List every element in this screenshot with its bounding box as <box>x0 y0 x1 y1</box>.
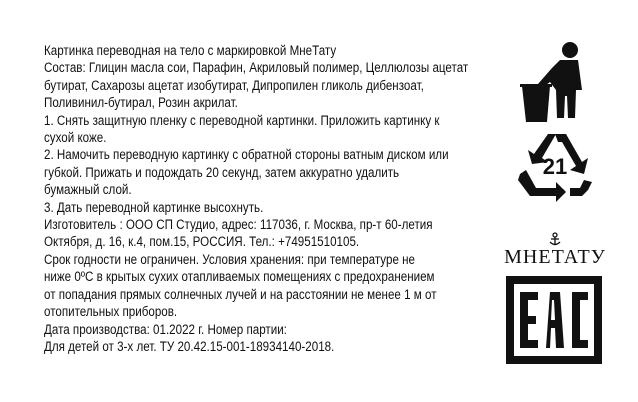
text-line: Срок годности не ограничен. Условия хранения: при температуре не <box>44 251 415 267</box>
text-line: Поливинил-бутирал, Розин акрилат. <box>44 95 238 111</box>
text-line: от попадания прямых солнечных лучей и на расстоянии не менее 1 м от <box>44 286 437 302</box>
eac-icon <box>506 276 602 369</box>
anchor-icon <box>548 232 562 246</box>
text-line: 3. Дать переводной картинке высохнуть. <box>44 199 264 215</box>
recycle-number: 21 <box>542 154 568 179</box>
label-text <box>44 42 508 355</box>
text-line: бутират, Сахарозы ацетат изобутират, Дипропилен гликоль дибензоат, <box>44 77 424 93</box>
text-line: Октября, д. 16, к.4, пом.15, РОССИЯ. Тел.: +74951510105. <box>44 234 360 250</box>
text-line: ниже 0ºС в крытых сухих отапливаемых помещениях с предохранением <box>44 269 435 285</box>
title-line: Картинка переводная на тело с маркировкой МнеТату <box>44 43 337 58</box>
text-line: Дата производства: 01.2022 г. Номер партии: <box>44 321 287 337</box>
text-line: бумажный слой. <box>44 182 132 198</box>
text-line: Для детей от 3-х лет. ТУ 20.42.15-001-18934140-2018. <box>44 338 335 354</box>
text-line: Состав: Глицин масла сои, Парафин, Акриловый полимер, Целлюлозы ацетат <box>44 60 469 76</box>
trash-icon <box>520 40 592 131</box>
recycle-code: PAP <box>545 188 565 199</box>
brand-name: МНЕТАТУ <box>504 246 606 268</box>
text-line: сухой коже. <box>44 130 107 146</box>
text-line: 2. Намочить переводную картинку с обратной стороны ватным диском или <box>44 147 449 163</box>
brand-logo <box>500 232 610 269</box>
text-line: Изготовитель : ООО СП Студио, адрес: 117036, г. Москва, пр-т 60-летия <box>44 217 433 233</box>
text-line: 1. Снять защитную пленку с переводной картинки. Приложить картинку к <box>44 112 440 128</box>
text-line: губкой. Прижать и подождать 20 секунд, затем аккуратно удалить <box>44 164 400 180</box>
text-line: отопительных приборов. <box>44 304 178 320</box>
